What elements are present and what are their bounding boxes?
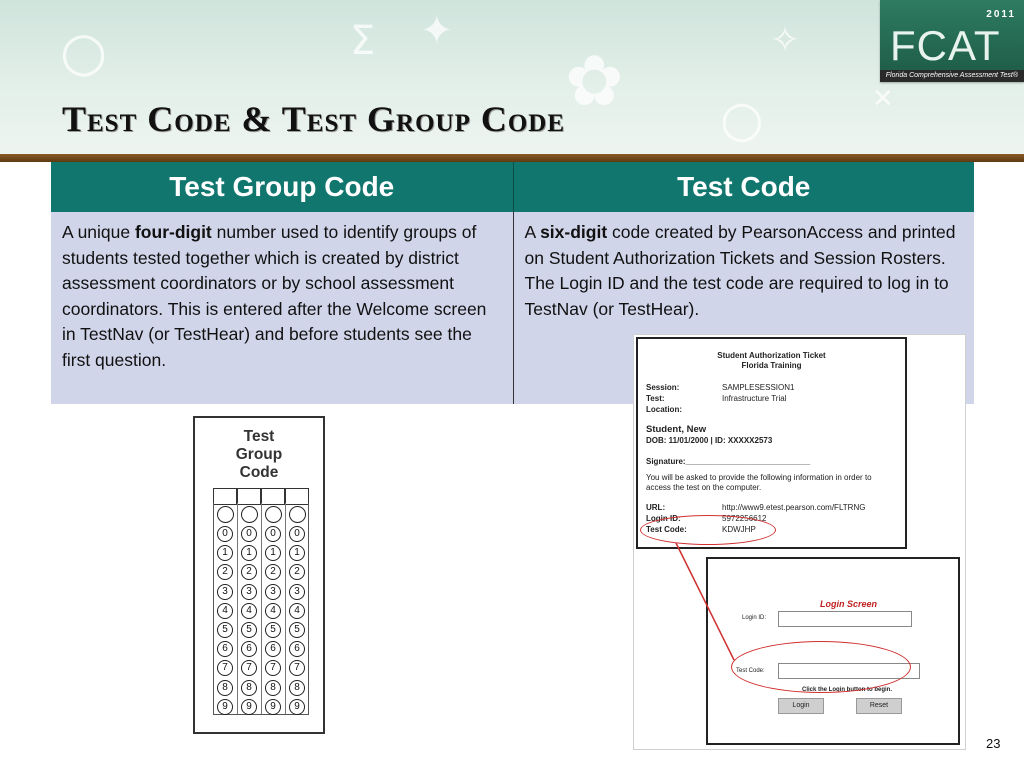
digit-bubble: 4 [265, 603, 281, 619]
slide-title: Test Code & Test Group Code [62, 99, 566, 139]
signature-line: Signature:____________________________ [646, 457, 811, 466]
blank-bubble [265, 506, 282, 523]
session-label: Session: [646, 383, 680, 392]
blank-bubble [241, 506, 258, 523]
test-code-field-label: Test Code: [736, 668, 765, 674]
grid-column-line [285, 503, 286, 714]
url-value: http://www9.etest.pearson.com/FLTRNG [722, 503, 866, 512]
description-lead: A unique [62, 222, 135, 242]
login-id-field-label: Login ID: [742, 615, 767, 621]
digit-bubble: 8 [265, 680, 281, 696]
bubble-sheet-title-line: Test [243, 428, 275, 445]
digit-bubble: 3 [289, 584, 305, 600]
digit-bubble: 4 [241, 603, 257, 619]
digit-bubble: 1 [217, 545, 233, 561]
test-label: Test: [646, 394, 665, 403]
digit-bubble: 6 [241, 641, 257, 657]
login-id-label: Login ID: [646, 514, 681, 523]
digit-bubble: 9 [289, 699, 305, 715]
digit-bubble: 7 [217, 660, 233, 676]
digit-bubble: 1 [289, 545, 305, 561]
digit-bubble: 6 [289, 641, 305, 657]
digit-bubble: 9 [241, 699, 257, 715]
digit-bubble: 9 [265, 699, 281, 715]
blank-bubble [217, 506, 234, 523]
page-number: 23 [986, 736, 1001, 751]
login-hint: Click the Login button to begin. [802, 687, 892, 693]
digit-bubble: 7 [241, 660, 257, 676]
star-icon: ✧ [770, 20, 801, 61]
logo-year: 2011 [986, 9, 1016, 20]
digit-bubble: 6 [217, 641, 233, 657]
digit-bubble: 9 [217, 699, 233, 715]
digit-bubble: 1 [265, 545, 281, 561]
cross-icon: ✕ [872, 84, 894, 114]
butterfly-icon: ✿ [565, 40, 624, 122]
digit-bubble: 4 [289, 603, 305, 619]
digit-bubble: 2 [217, 564, 233, 580]
digit-bubble: 4 [217, 603, 233, 619]
circle-icon: ○ [60, 20, 108, 83]
login-id-value: 5972256612 [722, 514, 767, 523]
digit-bubble: 3 [217, 584, 233, 600]
circle-icon: ○ [720, 90, 764, 148]
test-value: Infrastructure Trial [722, 394, 787, 403]
digit-bubble: 6 [265, 641, 281, 657]
grid-column-line [237, 503, 238, 714]
emphasis-six-digit: six-digit [540, 222, 608, 242]
digit-bubble: 0 [241, 526, 257, 542]
test-code-label: Test Code: [646, 525, 687, 534]
student-name: Student, New [646, 424, 707, 435]
url-label: URL: [646, 503, 666, 512]
logo-subtitle: Florida Comprehensive Assessment Test® [880, 70, 1024, 82]
bubble-sheet-title-line: Code [239, 464, 279, 481]
blank-bubble [289, 506, 306, 523]
header-test-group-code: Test Group Code [51, 162, 513, 212]
dob-id-line: DOB: 11/01/2000 | ID: XXXXX2573 [646, 436, 773, 445]
description-lead: A [524, 222, 541, 242]
bubble-sheet-title-line: Group [235, 446, 283, 463]
digit-bubble: 2 [265, 564, 281, 580]
digit-bubble: 1 [241, 545, 257, 561]
digit-bubble: 0 [265, 526, 281, 542]
digit-bubble: 8 [241, 680, 257, 696]
digit-bubble: 0 [217, 526, 233, 542]
digit-bubble: 8 [217, 680, 233, 696]
digit-bubble: 5 [241, 622, 257, 638]
digit-bubble: 8 [289, 680, 305, 696]
emphasis-four-digit: four-digit [134, 222, 212, 242]
test-code-value: KDWJHP [722, 525, 756, 534]
grid-column-line [261, 503, 262, 714]
ticket-instructions: You will be asked to provide the following information in order to access the test on the computer. [646, 473, 872, 492]
digit-bubble: 3 [265, 584, 281, 600]
digit-bubble: 7 [265, 660, 281, 676]
title-divider [0, 154, 1024, 162]
digit-bubble: 0 [289, 526, 305, 542]
digit-bubble: 5 [265, 622, 281, 638]
table-header-row [51, 162, 974, 212]
star-icon: ✦ [420, 8, 454, 54]
sigma-icon: Σ [350, 18, 376, 64]
digit-bubble: 2 [289, 564, 305, 580]
test-group-code-bubble-sheet [193, 416, 325, 734]
ticket-title: Student Authorization Ticket [717, 351, 826, 360]
login-test-code-highlight-oval [731, 641, 911, 693]
digit-bubble: 2 [241, 564, 257, 580]
digit-bubble: 3 [241, 584, 257, 600]
login-screen-title: Login Screen [820, 599, 878, 609]
digit-bubble: 5 [217, 622, 233, 638]
description-body: number used to identify groups of students tested together which is created by district assessment coordinators or by school assessment coordinators. This is entered after the Welcome screen in TestNav (or TestHear) and before students see the first question. [62, 222, 487, 370]
digit-bubble: 5 [289, 622, 305, 638]
login-id-input[interactable] [778, 611, 912, 627]
session-value: SAMPLESESSION1 [722, 383, 795, 392]
login-button[interactable]: Login [778, 698, 824, 714]
reset-button[interactable]: Reset [856, 698, 902, 714]
ticket-subtitle: Florida Training [741, 361, 802, 370]
test-group-code-description [51, 212, 513, 404]
logo-name: FCAT [890, 22, 1001, 69]
digit-bubble: 7 [289, 660, 305, 676]
test-code-highlight-oval [640, 515, 776, 545]
location-label: Location: [646, 405, 682, 414]
bubble-sheet-title [195, 428, 323, 482]
fcat-logo [880, 0, 1024, 82]
description-body: code created by PearsonAccess and printed on Student Authorization Tickets and Session Rosters. The Login ID and the test code are required to log in to TestNav (or TestHear). [524, 222, 956, 319]
header-test-code: Test Code [513, 162, 974, 212]
